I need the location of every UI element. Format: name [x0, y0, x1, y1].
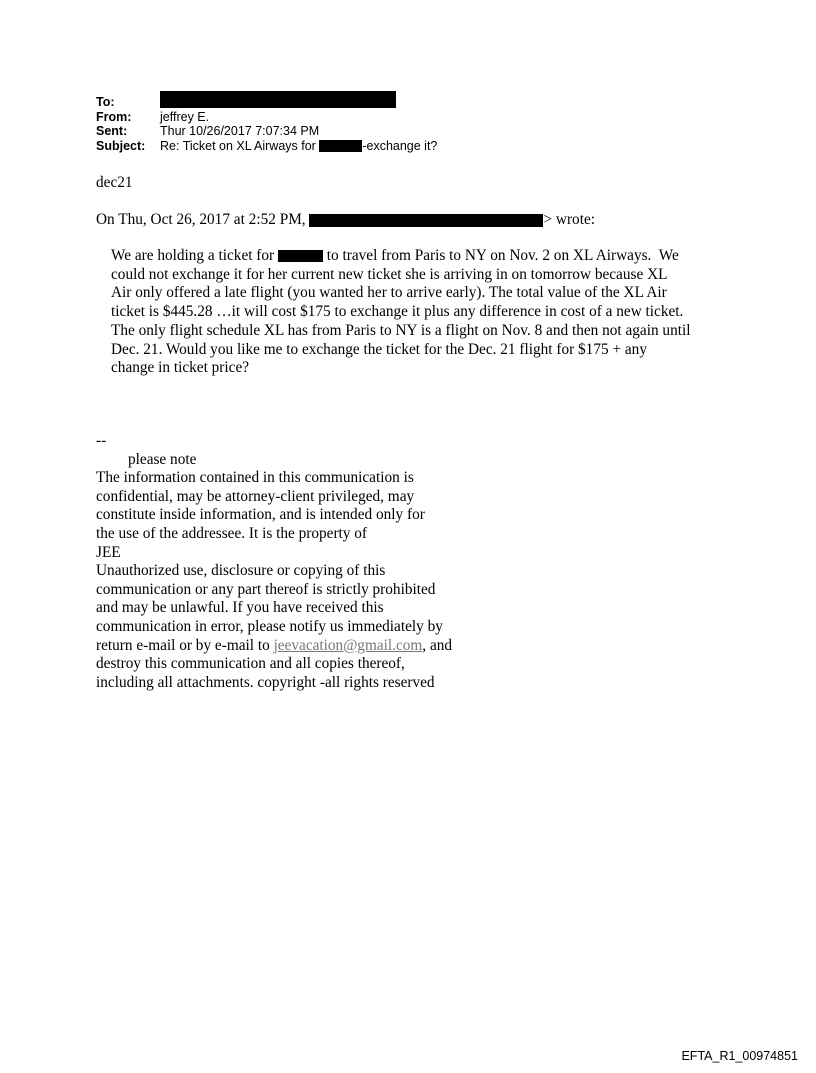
disclaimer-line: the use of the addressee. It is the property of — [96, 524, 368, 542]
to-label: To: — [96, 95, 115, 109]
sent-label: Sent: — [96, 124, 128, 138]
quote-intro — [96, 211, 595, 229]
disclaimer-line: The information contained in this communication is — [96, 469, 414, 487]
quoted-line-prefix: We are holding a ticket for — [111, 247, 278, 264]
quoted-line: change in ticket price? — [111, 359, 250, 377]
disclaimer-line: and may be unlawful. If you have received this — [96, 599, 384, 617]
disclaimer-line: JEE — [96, 543, 121, 561]
signature-dashes: -- — [96, 432, 107, 449]
disclaimer-line: destroy this communication and all copies thereof, — [96, 655, 405, 673]
quoted-line — [111, 247, 731, 266]
subject-prefix: Re: Ticket on XL Airways for — [160, 138, 320, 153]
disclaimer-line: confidential, may be attorney-client privileged, may — [96, 487, 415, 505]
quoted-line: could not exchange it for her current new ticket she is arriving in on tomorrow because XL — [111, 265, 668, 283]
redaction-box — [319, 140, 362, 152]
return-prefix: return e-mail or by e-mail to — [96, 636, 274, 654]
quoted-message — [111, 247, 731, 378]
please-note: please note — [128, 450, 197, 468]
email-link[interactable]: jeevacation@gmail.com — [273, 636, 423, 654]
disclaimer-line — [96, 637, 452, 656]
reply-text: dec21 — [96, 174, 133, 191]
quoted-line-suffix: to travel from Paris to NY on Nov. 2 on XL Airways. We — [322, 247, 679, 264]
return-suffix: , and — [422, 636, 453, 654]
sent-value: Thur 10/26/2017 7:07:34 PM — [160, 124, 320, 138]
quote-intro-suffix: > wrote: — [543, 211, 595, 228]
quoted-line: ticket is $445.28 …it will cost $175 to exchange it plus any difference in cost of a new ticket. — [111, 303, 684, 321]
quoted-line: Dec. 21. Would you like me to exchange the ticket for the Dec. 21 flight for $175 + any — [111, 340, 647, 358]
disclaimer-line: communication in error, please notify us immediately by — [96, 617, 443, 635]
from-label: From: — [96, 109, 132, 124]
signature-block — [96, 432, 452, 692]
from-value: jeffrey E. — [160, 109, 210, 124]
disclaimer-line: including all attachments. copyright -all rights reserved — [96, 673, 435, 691]
redaction-box — [160, 91, 396, 108]
quote-intro-prefix: On Thu, Oct 26, 2017 at 2:52 PM, — [96, 211, 310, 228]
subject-label: Subject: — [96, 138, 146, 153]
from-row — [96, 110, 437, 125]
to-row — [96, 95, 437, 110]
subject-value — [160, 139, 437, 154]
email-header — [96, 95, 437, 153]
redaction-box — [278, 250, 323, 262]
subject-row — [96, 139, 437, 154]
redaction-box — [309, 214, 543, 227]
document-id: EFTA_R1_00974851 — [681, 1049, 798, 1063]
quoted-line: The only flight schedule XL has from Paris to NY is a flight on Nov. 8 and then not again until — [111, 321, 691, 339]
sent-row — [96, 124, 437, 139]
subject-suffix: -exchange it? — [362, 138, 438, 153]
quoted-line: Air only offered a late flight (you wanted her to arrive early). The total value of the XL Air — [111, 284, 667, 302]
disclaimer-line: Unauthorized use, disclosure or copying of this — [96, 562, 386, 580]
disclaimer-line: constitute inside information, and is intended only for — [96, 506, 425, 524]
disclaimer-line: communication or any part thereof is strictly prohibited — [96, 580, 436, 598]
